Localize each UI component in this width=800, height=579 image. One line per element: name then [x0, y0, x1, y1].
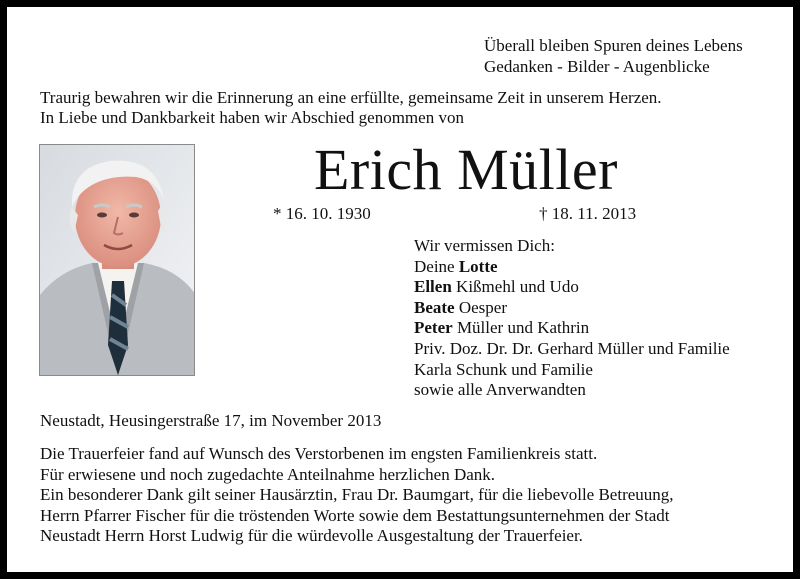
portrait-photo	[39, 144, 195, 376]
list-item	[414, 318, 730, 339]
deceased-name: Erich Müller	[314, 137, 618, 202]
intro-text	[40, 88, 662, 128]
closing-line: Die Trauerfeier fand auf Wunsch des Verstorbenen im engsten Familienkreis statt.	[40, 444, 598, 463]
list-item	[414, 277, 730, 298]
closing-line: Neustadt Herrn Horst Ludwig für die würdevolle Ausgestaltung der Trauerfeier.	[40, 526, 583, 545]
list-item	[414, 257, 730, 278]
intro-line: In Liebe und Dankbarkeit haben wir Abschied genommen von	[40, 108, 464, 127]
mourner-rest: Müller und Kathrin	[452, 318, 590, 338]
list-item	[414, 298, 730, 319]
mourner-name: Beate	[414, 297, 455, 317]
intro-line: Traurig bewahren wir die Erinnerung an eine erfüllte, gemeinsame Zeit in unserem Herzen.	[40, 88, 662, 107]
birth-date: * 16. 10. 1930	[273, 204, 371, 223]
mourners-heading: Wir vermissen Dich:	[414, 236, 555, 255]
list-item: Karla Schunk und Familie	[414, 359, 593, 379]
list-item: sowie alle Anverwandten	[414, 380, 586, 400]
mourner-name: Ellen	[414, 277, 452, 297]
death-date: † 18. 11. 2013	[539, 204, 637, 223]
list-item: Priv. Doz. Dr. Dr. Gerhard Müller und Familie	[414, 338, 730, 358]
mourners-list	[414, 236, 730, 401]
mourner-name: Peter	[414, 318, 453, 338]
mourner-rest: Oesper	[454, 297, 507, 317]
mourner-prefix: Deine	[414, 256, 459, 276]
closing-line: Herrn Pfarrer Fischer für die tröstenden Worte sowie dem Bestattungsunternehmen der Stadt	[40, 505, 670, 525]
location-date-line: Neustadt, Heusingerstraße 17, im November 2013	[40, 411, 382, 430]
closing-text	[40, 444, 674, 547]
motto-line: Überall bleiben Spuren deines Lebens	[484, 36, 743, 55]
closing-line: Für erwiesene und noch zugedachte Anteilnahme herzlichen Dank.	[40, 464, 496, 484]
mourner-name: Lotte	[458, 256, 498, 276]
motto	[484, 35, 743, 77]
motto-line: Gedanken - Bilder - Augenblicke	[484, 57, 710, 76]
closing-line: Ein besonderer Dank gilt seiner Hausärztin, Frau Dr. Baumgart, für die liebevolle Betreuung,	[40, 485, 674, 504]
mourner-rest: Kißmehl und Udo	[451, 277, 579, 297]
